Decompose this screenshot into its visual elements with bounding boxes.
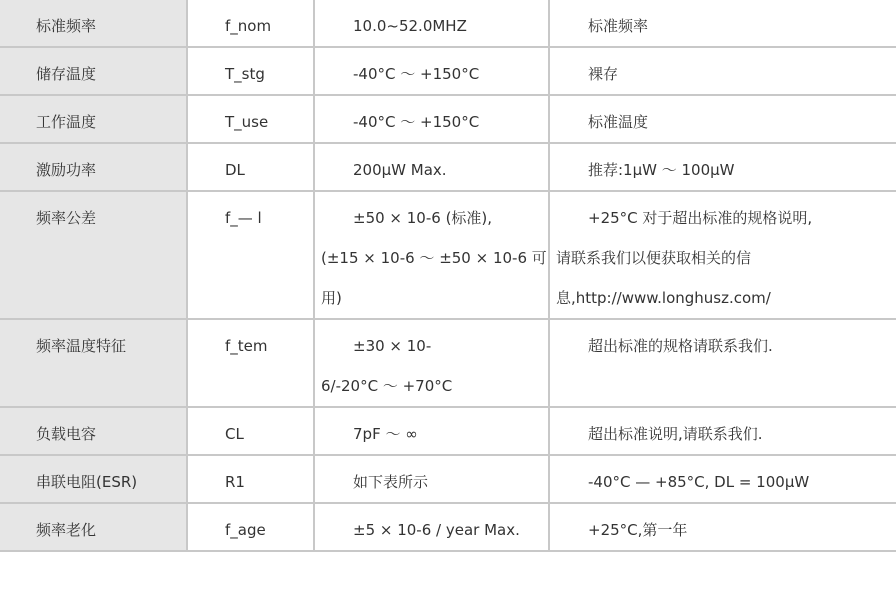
param-symbol-cell bbox=[187, 191, 314, 319]
param-symbol-cell bbox=[187, 455, 314, 503]
param-value-cell bbox=[314, 455, 549, 503]
param-symbol: DL bbox=[225, 161, 245, 179]
param-value: 200μW Max. bbox=[353, 161, 447, 179]
param-value: 如下表所示 bbox=[353, 473, 429, 491]
param-symbol: R1 bbox=[225, 473, 245, 491]
param-value-cell bbox=[314, 503, 549, 551]
param-symbol: f_nom bbox=[225, 17, 272, 35]
param-name: 工作温度 bbox=[36, 113, 97, 131]
param-name-cell bbox=[0, 319, 187, 407]
param-value: -40°C ～ +150°C bbox=[353, 113, 480, 131]
param-remark-cell bbox=[549, 503, 896, 551]
table-row bbox=[0, 143, 896, 191]
param-value-line: ±50 × 10-6 (标准), bbox=[353, 209, 493, 227]
param-value-cell bbox=[314, 407, 549, 455]
param-name: 负载电容 bbox=[36, 425, 97, 443]
param-symbol-cell bbox=[187, 0, 314, 47]
param-remark: 标准频率 bbox=[588, 17, 649, 35]
param-remark: 推荐:1μW ～ 100μW bbox=[588, 161, 735, 179]
param-name: 储存温度 bbox=[36, 65, 97, 83]
table-row bbox=[0, 95, 896, 143]
param-symbol: T_use bbox=[225, 113, 269, 131]
table-row bbox=[0, 455, 896, 503]
param-symbol: T_stg bbox=[225, 65, 265, 83]
param-symbol-cell bbox=[187, 95, 314, 143]
param-symbol-cell bbox=[187, 319, 314, 407]
param-name-cell bbox=[0, 191, 187, 319]
param-value-cell bbox=[314, 143, 549, 191]
param-value: ±5 × 10-6 / year Max. bbox=[353, 521, 520, 539]
param-symbol-cell bbox=[187, 143, 314, 191]
param-remark-cell bbox=[549, 191, 896, 319]
param-name-cell bbox=[0, 503, 187, 551]
param-value-line: 6/-20°C ～ +70°C bbox=[321, 377, 453, 395]
param-remark-cell bbox=[549, 47, 896, 95]
param-value-cell bbox=[314, 47, 549, 95]
param-remark-cell bbox=[549, 455, 896, 503]
param-remark-line: +25°C 对于超出标准的规格说明, bbox=[588, 209, 813, 227]
param-remark-cell bbox=[549, 319, 896, 407]
param-symbol: f_age bbox=[225, 521, 266, 539]
param-value-cell bbox=[314, 95, 549, 143]
param-name-cell bbox=[0, 143, 187, 191]
param-name-cell bbox=[0, 0, 187, 47]
param-value-cell bbox=[314, 319, 549, 407]
param-name-cell bbox=[0, 95, 187, 143]
param-value-line: (±15 × 10-6 ～ ±50 × 10-6 可 bbox=[321, 249, 547, 267]
param-value-cell bbox=[314, 0, 549, 47]
param-remark-line: 请联系我们以便获取相关的信 bbox=[556, 249, 752, 267]
param-name: 激励功率 bbox=[36, 161, 97, 179]
param-value-cell bbox=[314, 191, 549, 319]
param-remark: 超出标准说明,请联系我们. bbox=[588, 425, 763, 443]
table-row bbox=[0, 319, 896, 407]
param-symbol: f_tem bbox=[225, 337, 268, 355]
param-name-cell bbox=[0, 47, 187, 95]
param-value-line: ±30 × 10- bbox=[353, 337, 432, 355]
param-value: 10.0~52.0MHZ bbox=[353, 17, 467, 35]
param-symbol-cell bbox=[187, 407, 314, 455]
param-remark-cell bbox=[549, 95, 896, 143]
table-row bbox=[0, 503, 896, 551]
param-name: 频率公差 bbox=[36, 209, 97, 227]
param-name: 标准频率 bbox=[36, 17, 97, 35]
param-name-cell bbox=[0, 455, 187, 503]
param-value-line: 用) bbox=[321, 289, 342, 307]
param-symbol-cell bbox=[187, 503, 314, 551]
param-name: 频率温度特征 bbox=[36, 337, 127, 355]
param-value: -40°C ～ +150°C bbox=[353, 65, 480, 83]
param-remark-cell bbox=[549, 407, 896, 455]
table-row bbox=[0, 47, 896, 95]
param-remark: 超出标准的规格请联系我们. bbox=[588, 337, 773, 355]
param-symbol: CL bbox=[225, 425, 244, 443]
param-symbol: f_— l bbox=[225, 209, 262, 227]
table-row bbox=[0, 0, 896, 47]
param-remark: +25°C,第一年 bbox=[588, 521, 688, 539]
table-row bbox=[0, 407, 896, 455]
param-remark: 标准温度 bbox=[588, 113, 649, 131]
param-remark: 裸存 bbox=[588, 65, 619, 83]
param-remark-line: 息,http://www.longhusz.com/ bbox=[556, 289, 771, 307]
param-remark-cell bbox=[549, 143, 896, 191]
param-value: 7pF ～ ∞ bbox=[353, 425, 418, 443]
param-remark-cell bbox=[549, 0, 896, 47]
param-remark: -40°C — +85°C, DL = 100μW bbox=[588, 473, 810, 491]
table-row bbox=[0, 191, 896, 319]
param-name: 频率老化 bbox=[36, 521, 97, 539]
param-name: 串联电阻(ESR) bbox=[36, 473, 138, 491]
param-name-cell bbox=[0, 407, 187, 455]
param-symbol-cell bbox=[187, 47, 314, 95]
